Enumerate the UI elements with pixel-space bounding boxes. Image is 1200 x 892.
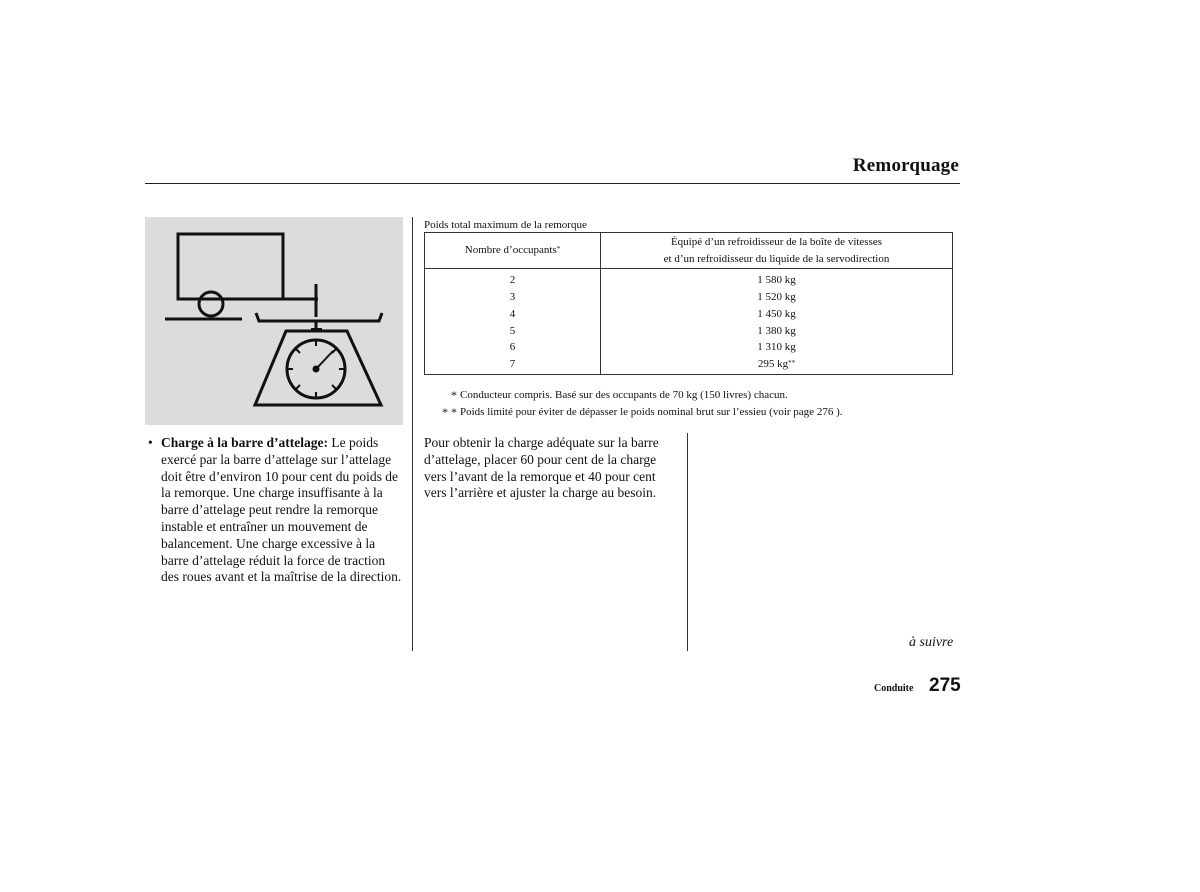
cell-weight: 1 380 kg xyxy=(601,323,953,340)
load-distribution-paragraph: Pour obtenir la charge adéquate sur la barre d’attelage, placer 60 pour cent de la charge vers l’avant de la remorque et 40 pour cent vers l’arrière et ajuster la charge au besoin. xyxy=(424,435,659,501)
bullet-body: Le poids exercé par la barre d’attelage sur l’attelage doit être d’environ 10 pour cent du poids de la remorque. Une charge insuffisante à la barre d’attelage peut rendre la remorque instable et entraîner un mouvement de balancement. Une charge excessive à la barre d’attelage réduit la force de traction des roues avant et la maîtrise de la direction. xyxy=(161,435,402,585)
footnote-mark: * xyxy=(451,388,457,402)
title-divider xyxy=(145,183,960,184)
table-row xyxy=(425,306,953,323)
footnote-text: Poids limité pour éviter de dépasser le poids nominal brut sur l’essieu (voir page 276 ). xyxy=(460,405,843,418)
table-row xyxy=(425,289,953,306)
cell-occupants: 3 xyxy=(425,289,601,306)
cell-weight: 1 310 kg xyxy=(601,339,953,356)
cell-occupants: 5 xyxy=(425,323,601,340)
footnote-mark: * * xyxy=(442,404,457,419)
footnote xyxy=(426,387,842,404)
scale-platform xyxy=(256,313,382,321)
table-row xyxy=(425,269,953,289)
trailer-scale-figure xyxy=(145,217,403,425)
table-row xyxy=(425,339,953,356)
footer-section-name: Conduite xyxy=(874,683,914,694)
table-footnotes xyxy=(426,387,842,420)
cell-weight: 295 kg** xyxy=(601,356,953,374)
scale-needle xyxy=(316,351,333,369)
bullet-icon: • xyxy=(148,435,153,450)
footnote xyxy=(426,404,842,421)
page-title: Remorquage xyxy=(852,155,959,176)
trailer-on-scale-icon xyxy=(145,217,403,425)
footnote-mark: ** xyxy=(788,358,796,367)
cell-occupants: 6 xyxy=(425,339,601,356)
cell-weight: 1 520 kg xyxy=(601,289,953,306)
table-caption: Poids total maximum de la remorque xyxy=(424,219,587,231)
trailer-wheel xyxy=(199,292,223,316)
column-divider-left xyxy=(412,217,413,651)
trailer-body xyxy=(178,234,283,299)
tongue-load-paragraph xyxy=(148,435,403,586)
table-header-occupants: Nombre d’occupants* xyxy=(425,233,601,269)
page-number: 275 xyxy=(929,675,961,696)
cell-weight: 1 450 kg xyxy=(601,306,953,323)
table-row xyxy=(425,356,953,374)
cell-occupants: 4 xyxy=(425,306,601,323)
continued-label: à suivre xyxy=(909,635,954,650)
cell-occupants: 2 xyxy=(425,269,601,289)
table-row xyxy=(425,323,953,340)
cell-weight: 1 580 kg xyxy=(601,269,953,289)
cell-occupants: 7 xyxy=(425,356,601,374)
footnote-text: Conducteur compris. Basé sur des occupants de 70 kg (150 livres) chacun. xyxy=(460,389,788,401)
max-trailer-weight-table xyxy=(424,232,953,375)
table-header-equipment: Équipé d’un refroidisseur de la boîte de vitesses et d’un refroidisseur du liquide de la servodirection xyxy=(601,233,953,269)
column-divider-right xyxy=(687,433,688,651)
bullet-heading: Charge à la barre d’attelage: xyxy=(161,435,328,450)
